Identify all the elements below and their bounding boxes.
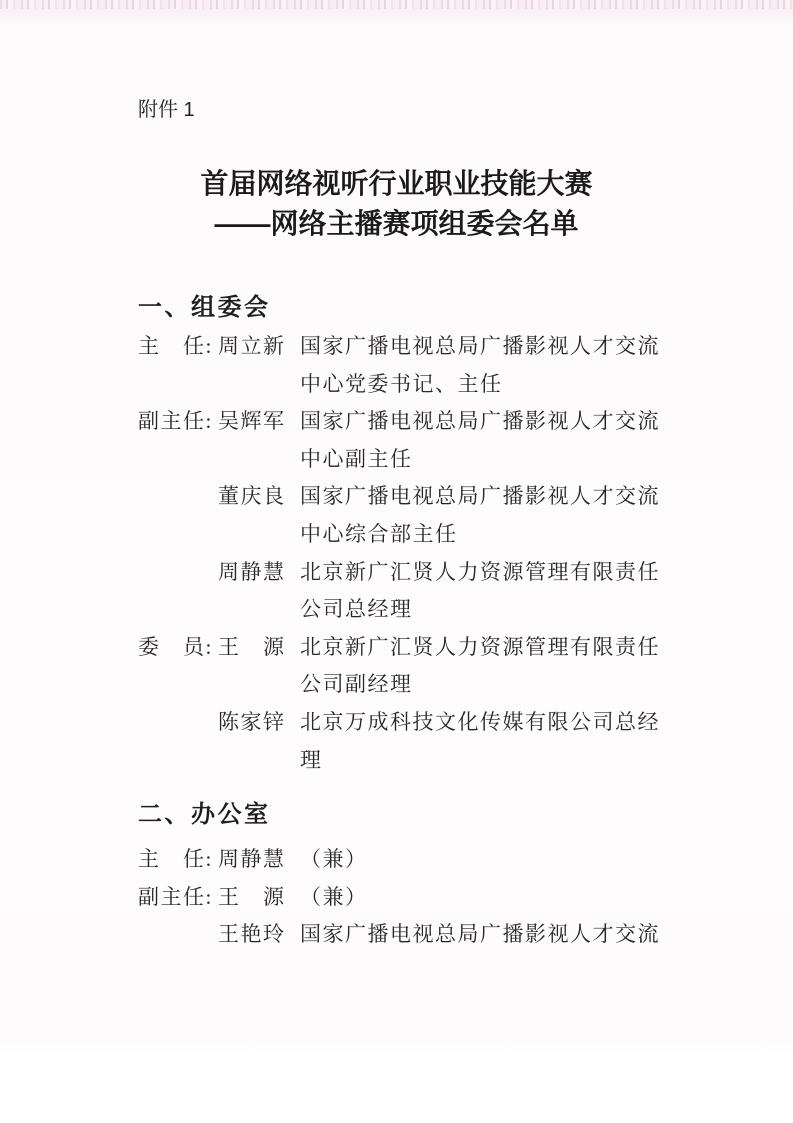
section-heading-office: 二、办公室	[138, 801, 271, 829]
document-body	[138, 292, 683, 954]
committee-row	[138, 879, 683, 917]
role-label: 主 任:	[138, 334, 213, 358]
scanner-noise-fade	[0, 9, 793, 25]
scanner-noise-band	[0, 0, 793, 9]
person-description: （兼）	[300, 847, 368, 872]
person-description: 国家广播电视总局广播影视人才交流	[300, 922, 660, 947]
person-description: 北京新广汇贤人力资源管理有限责任公司副经理	[300, 634, 660, 697]
person-description: 国家广播电视总局广播影视人才交流中心综合部主任	[300, 484, 660, 546]
person-name: 周静慧	[218, 847, 286, 872]
person-name: 王 源	[218, 634, 286, 659]
committee-row	[138, 403, 683, 478]
person-name: 周立新	[218, 334, 286, 358]
title-line-2: ——网络主播赛项组委会名单	[214, 208, 579, 239]
person-description: 北京万成科技文化传媒有限公司总经理	[300, 709, 660, 772]
role-label: 副主任:	[138, 409, 213, 434]
section-heading-committee: 一、组委会	[138, 294, 271, 321]
person-name: 周静慧	[218, 559, 286, 584]
committee-row	[138, 478, 683, 553]
role-label: 副主任:	[138, 884, 213, 909]
committee-row	[138, 554, 683, 629]
person-name: 董庆良	[218, 484, 286, 509]
document-title	[0, 164, 793, 244]
person-description: 国家广播电视总局广播影视人才交流中心党委书记、主任	[300, 334, 660, 396]
committee-row	[138, 916, 683, 954]
person-description: （兼）	[300, 884, 368, 909]
committee-row	[138, 704, 683, 779]
person-name: 陈家锌	[218, 709, 286, 734]
person-description: 北京新广汇贤人力资源管理有限责任公司总经理	[300, 559, 660, 622]
title-line-1: 首届网络视听行业职业技能大赛	[200, 168, 593, 199]
person-name: 王艳玲	[218, 922, 286, 947]
committee-row	[138, 841, 683, 879]
person-description: 国家广播电视总局广播影视人才交流中心副主任	[300, 409, 660, 471]
role-label: 委 员:	[138, 634, 213, 659]
committee-row	[138, 328, 683, 403]
committee-row	[138, 629, 683, 704]
attachment-label: 附件 1	[138, 99, 195, 121]
person-name: 吴辉军	[218, 409, 286, 434]
role-label: 主 任:	[138, 847, 213, 872]
person-name: 王 源	[218, 884, 286, 909]
